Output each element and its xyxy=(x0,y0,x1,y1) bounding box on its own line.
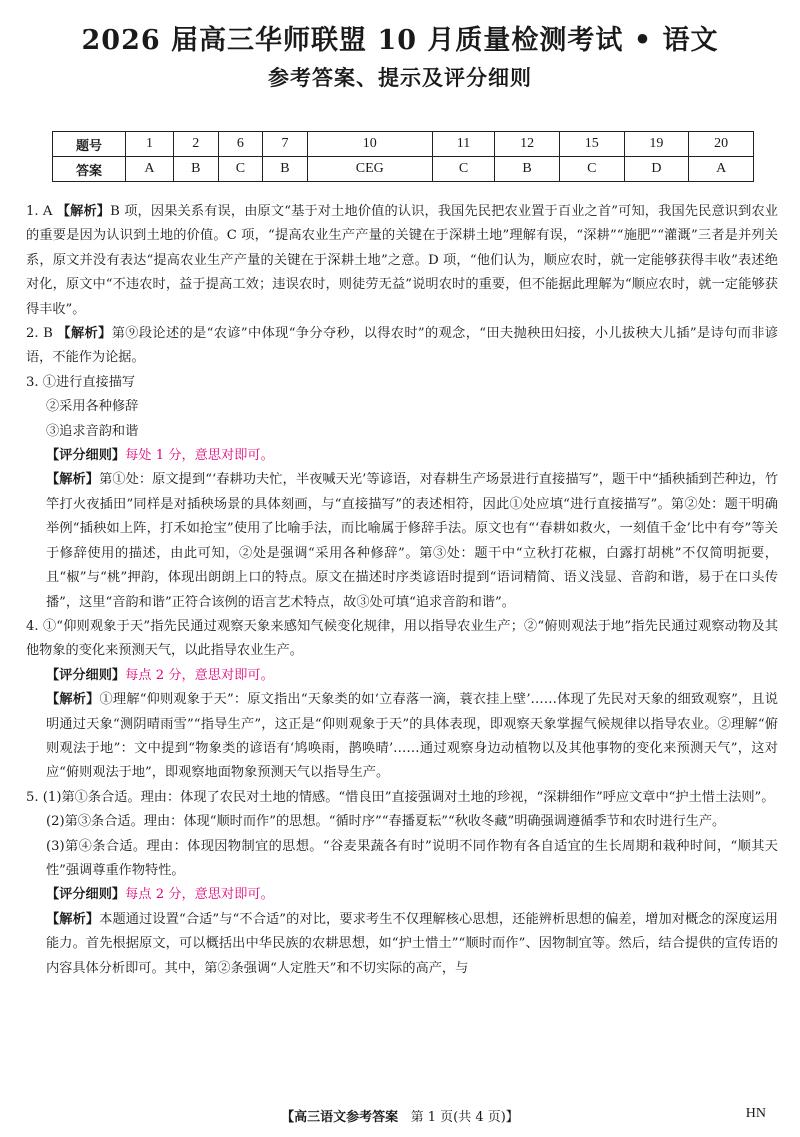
answer-cell: B xyxy=(495,157,560,182)
region-code: HN xyxy=(745,1106,766,1121)
q1-lead: 1. A xyxy=(26,204,57,219)
q5-scoring xyxy=(26,883,778,907)
q4-analysis xyxy=(26,688,778,786)
row-label-answer: 答案 xyxy=(53,157,126,182)
question-number: 10 xyxy=(307,132,432,157)
question-number: 20 xyxy=(689,132,754,157)
q4-text: ①“仰则观象于天”指先民通过观察天象来感知气候变化规律，用以指导农业生产；②“俯则观法于地”指先民通过观察动物及其他物象的变化来预测天气，以此指导农业生产。 xyxy=(26,618,779,659)
scoring-label: 【评分细则】 xyxy=(46,448,126,464)
question-number: 15 xyxy=(559,132,624,157)
q3-item-3: ③追求音韵和谐 xyxy=(46,423,139,439)
q4-explanation xyxy=(26,615,778,664)
answer-cell: B xyxy=(263,157,308,182)
q3-lead: 3. xyxy=(26,374,43,390)
q5-item-2: (2)第③条合适。理由：体现“顺时而作”的思想。“循时序”“春播夏耘”“秋收冬藏”明确强调遵循季节和农时进行生产。 xyxy=(46,814,726,830)
q5-scoring-text: 每点 2 分，意思对即可。 xyxy=(125,887,274,903)
question-number: 1 xyxy=(126,132,174,157)
q1-text: B 项，因果关系有误，由原文“基于对土地价值的认识，我国先民把农业置于百业之首”可知，我国先民意识到农业的重要是因为认识到土地的价值。C 项，“提高农业生产产量的关键在于深耕土地”理解有误，“深耕”“施肥”“灌溉”三者是并列关系，原文并没有表达“提高农业生产产量的关键在于深耕土地”之意。D 项，“他们认为，顺应农时，就一定能够获得丰收”表述绝对化，原文中“不违农时，益于提高工效；违误农时，则徒劳无益”说明农时的重要，但不能据此理解为“顺应农时，就一定能够获得丰收”。 xyxy=(26,204,778,317)
analysis-label: 【解析】 xyxy=(57,326,112,342)
question-number: 19 xyxy=(624,132,689,157)
analysis-label: 【解析】 xyxy=(56,204,111,219)
answer-cell: A xyxy=(126,157,174,182)
q4-analysis-text: ①理解“仰则观象于天”：原文指出“天象类的如‘立春落一滴，蓑衣挂上壁’……体现了先民对天象的细致观察”，且说明通过天象“测阴晴雨雪”“指导生产”，这正是“仰则观象于天”的具体表现，即观察天象掌握气候规律以指导农业。②理解“俯则观法于地”：文中提到“物象类的谚语有‘鸠唤雨，鹊唤晴’……通过观察身边动植物以及其他事物的变化来预测天气”，这对应“俯则观法于地”，即观察地面物象预测天气以指导生产。 xyxy=(46,692,778,781)
answer-table xyxy=(52,131,754,182)
question-number-row xyxy=(53,132,754,157)
q4-lead: 4. xyxy=(26,618,43,634)
q5-item-3: (3)第④条合适。理由：体现因物制宜的思想。“谷麦果蔬各有时”说明不同作物有各自适宜的生长周期和栽种时间，“顺其天性”强调尊重作物特性。 xyxy=(46,838,778,878)
answer-row xyxy=(53,157,754,182)
q5-item-1: 5. (1)第①条合适。理由：体现了农民对土地的情感。“惜良田”直接强调对土地的珍视，“深耕细作”呼应文章中“护土惜土法则”。 xyxy=(26,789,775,805)
page-subtitle: 参考答案、提示及评分细则 xyxy=(268,65,532,90)
answer-cell: B xyxy=(173,157,218,182)
q4-scoring-text: 每点 2 分，意思对即可。 xyxy=(125,667,274,683)
q4-scoring xyxy=(26,664,778,688)
q3-scoring-text: 每处 1 分，意思对即可。 xyxy=(125,448,274,464)
scoring-label: 【评分细则】 xyxy=(46,667,126,683)
answer-cell: C xyxy=(432,157,494,182)
analysis-label: 【解析】 xyxy=(46,911,100,927)
q5-lead: 5. xyxy=(26,789,43,805)
q3-item-1: 3. ①进行直接描写 xyxy=(26,374,136,390)
q5-analysis-text: 本题通过设置“合适”与“不合适”的对比，要求考生不仅理解核心思想，还能辨析思想的偏差，增加对概念的深度运用能力。首先根据原文，可以概括出中华民族的农耕思想，如“护土惜土”“顺时而作”、因物制宜等。然后，结合提供的宣传语的内容具体分析即可。其中，第②条强调“人定胜天”和不切实际的高产，与 xyxy=(46,911,778,976)
analysis-label: 【解析】 xyxy=(46,472,100,488)
q2-text: 第⑨段论述的是“农谚”中体现“争分夺秒，以得农时”的观念，“田夫抛秧田妇接，小儿拔秧大儿插”是诗句而非谚语，不能作为论据。 xyxy=(26,326,778,366)
answer-cell: C xyxy=(559,157,624,182)
answer-cell: D xyxy=(624,157,689,182)
question-number: 11 xyxy=(432,132,494,157)
row-label-question: 题号 xyxy=(53,132,126,157)
q2-lead: 2. B xyxy=(26,326,58,342)
page-number: 第 1 页(共 4 页)】 xyxy=(410,1110,519,1125)
q2-explanation xyxy=(26,322,778,371)
q3-item-2: ②采用各种修辞 xyxy=(46,399,139,415)
page-title: 2026 届高三华师联盟 10 月质量检测考试 • 语文 xyxy=(81,25,719,56)
q3-scoring xyxy=(26,444,778,468)
q3-analysis-text: 第①处：原文提到“‘春耕功夫忙，半夜喊天光’等谚语，对春耕生产场景进行直接描写”，题干中“插秧插到芒种边，竹竿打火夜插田”同样是对插秧场景的具体刻画，与“直接描写”的表述相符，因此①处应填“进行直接描写”。第②处：题干明确举例“插秧如上阵，打禾如抢宝”使用了比喻手法，而比喻属于修辞手法。原文也有“‘春耕如救火，一刻值千金’比中有夸”等关于修辞使用的描述，由此可知，②处是强调“采用各种修辞”。第③处：题干中“立秋打花椒，白露打胡桃”不仅简明扼要，且“椒”与“桃”押韵，体现出朗朗上口的特点。原文在描述时序类谚语时提到“语词精简、语义浅显、音韵和谐，易于在口头传播”，这里“音韵和谐”正符合该例的语言艺术特点，故③处可填“追求音韵和谐”。 xyxy=(46,472,779,610)
explanations xyxy=(26,200,778,981)
question-number: 2 xyxy=(173,132,218,157)
q3-analysis xyxy=(26,468,778,614)
answer-cell: CEG xyxy=(307,157,432,182)
q1-explanation xyxy=(26,200,778,322)
question-number: 7 xyxy=(263,132,308,157)
q5-analysis xyxy=(26,908,778,981)
question-number: 6 xyxy=(218,132,263,157)
answer-cell: A xyxy=(689,157,754,182)
answer-cell: C xyxy=(218,157,263,182)
scoring-label: 【评分细则】 xyxy=(46,887,126,903)
question-number: 12 xyxy=(495,132,560,157)
footer-title: 【高三语文参考答案 xyxy=(281,1110,399,1125)
analysis-label: 【解析】 xyxy=(46,692,100,708)
